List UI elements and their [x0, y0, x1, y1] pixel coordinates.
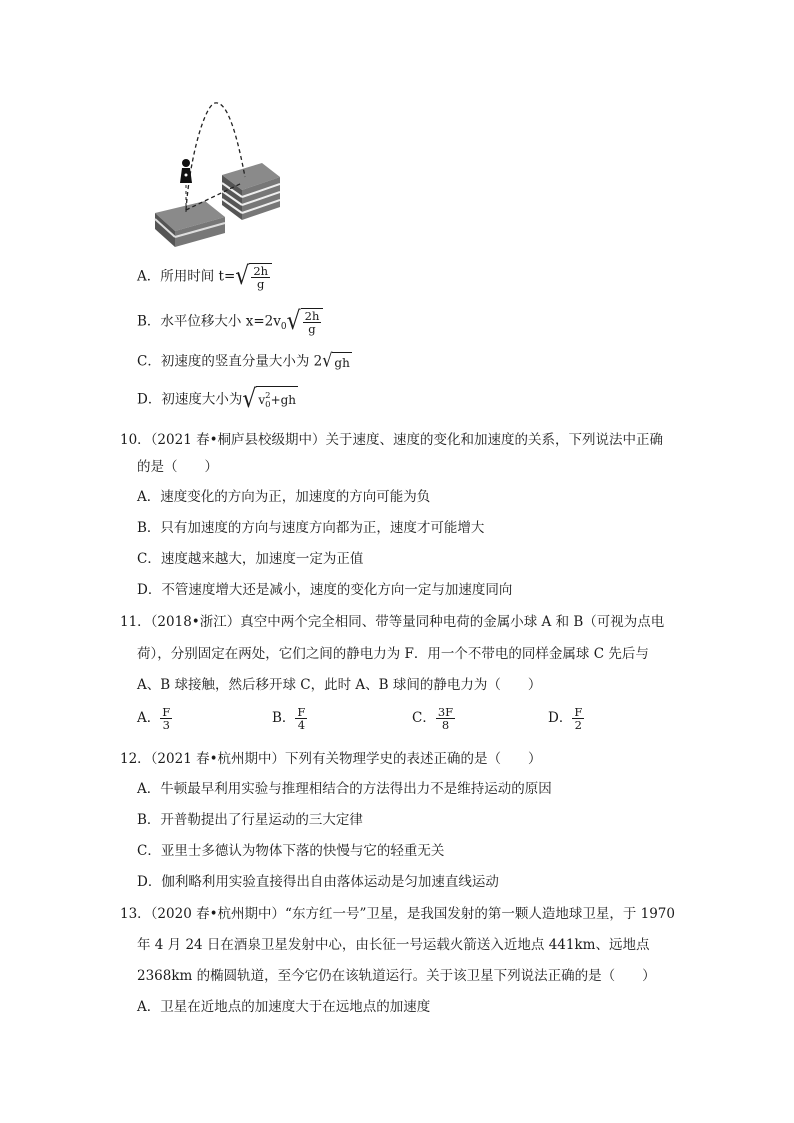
sqrt-expression: √ gh [322, 349, 350, 372]
q12-option-b: B．开普勒提出了行星运动的三大定律 [137, 812, 363, 828]
q13-stem-line3: 2368km 的椭圆轨道，至今它仍在该轨道运行。关于该卫星下列说法正确的是（ ） [137, 968, 656, 984]
q9-option-d: D．初速度大小为 √ v 2 0 +gh [137, 385, 297, 414]
q10-stem-line1: 10．（2021 春•桐庐县校级期中）关于速度、速度的变化和加速度的关系，下列说法中正确 [120, 432, 664, 448]
q12-option-c: C．亚里士多德认为物体下落的快慢与它的轻重无关 [137, 843, 445, 859]
fraction: $\frac{F}{4}$ [297, 705, 306, 732]
jump-illustration [150, 95, 280, 260]
q11-option-a: A． $\frac{F}{3}$ [137, 705, 171, 732]
q13-stem-line2: 年 4 月 24 日在酒泉卫星发射中心，由长征一号运载火箭送入近地点 441km、远地点 [137, 937, 650, 953]
q11-stem-line2: 荷），分别固定在两处，它们之间的静电力为 F．用一个不带电的同样金属球 C 先后与 [137, 646, 649, 662]
sqrt-expression: √ $\frac{2h}{g}$ [235, 263, 272, 291]
q11-option-d: D． $\frac{F}{2}$ [548, 705, 583, 732]
q9-option-a: A．所用时间 t= √ $\frac{2h}{g}$ [137, 263, 272, 291]
q12-option-a: A．牛顿最早利用实验与推理相结合的方法得出力不是维持运动的原因 [137, 781, 552, 797]
q13-stem-line1: 13．（2020 春•杭州期中）“东方红一号”卫星，是我国发射的第一颗人造地球卫星，于 1970 [120, 906, 675, 922]
q10-stem-line2: 的是（ ） [137, 459, 218, 475]
q11-stem-line1: 11．（2018•浙江）真空中两个完全相同、带等量同种电荷的金属小球 A 和 B（可视为点电 [120, 614, 665, 630]
q9-option-b: B．水平位移大小 $x=2v_0$ √ $\frac{2h}{g}$ [137, 308, 323, 336]
q9-option-c: C．初速度的竖直分量大小为 2 √ gh [137, 349, 350, 372]
sqrt-expression: √ v 2 0 +gh [242, 385, 297, 414]
fraction: $\frac{3F}{8}$ [437, 705, 454, 732]
q10-option-b: B．只有加速度的方向与速度方向都为正，速度才可能增大 [137, 520, 485, 536]
q12-option-d: D．伽利略利用实验直接得出自由落体运动是匀加速直线运动 [137, 874, 499, 890]
q10-option-d: D．不管速度增大还是减小，速度的变化方向一定与加速度同向 [137, 582, 513, 598]
fraction: $\frac{F}{2}$ [574, 705, 583, 732]
q10-option-a: A．速度变化的方向为正，加速度的方向可能为负 [137, 489, 431, 505]
q11-option-b: B． $\frac{F}{4}$ [272, 705, 306, 732]
jump-figure [150, 95, 280, 260]
q12-stem: 12．（2021 春•杭州期中）下列有关物理学史的表述正确的是（ ） [120, 751, 542, 767]
jumper-head [182, 159, 190, 167]
q13-option-a: A．卫星在近地点的加速度大于在远地点的加速度 [137, 999, 431, 1015]
q10-option-c: C．速度越来越大，加速度一定为正值 [137, 551, 364, 567]
q11-option-c: C． $\frac{3F}{8}$ [412, 705, 454, 732]
sqrt-expression: √ $\frac{2h}{g}$ [287, 308, 324, 336]
fraction: $\frac{F}{3}$ [162, 705, 171, 732]
q11-stem-line3: A、B 球接触，然后移开球 C，此时 A、B 球间的静电力为（ ） [137, 677, 542, 693]
